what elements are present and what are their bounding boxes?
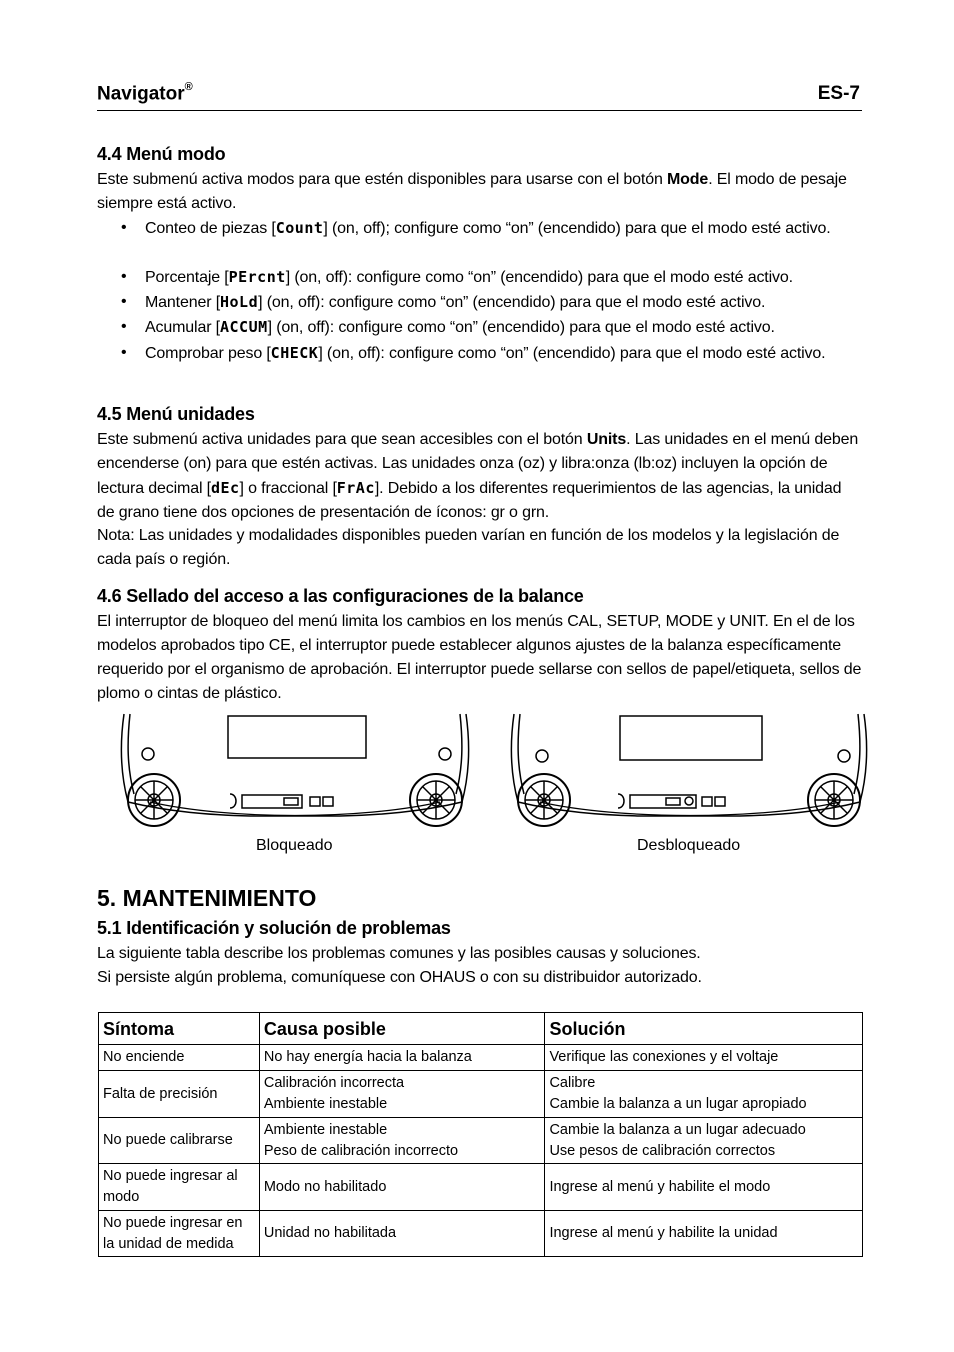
solution-cell: Calibre Cambie la balanza a un lugar apropiado <box>545 1071 863 1118</box>
col-header-symptom: Síntoma <box>99 1013 260 1045</box>
table-header-row <box>99 1013 863 1045</box>
section-4-4-heading: 4.4 Menú modo <box>97 144 226 164</box>
lcd-code: CHECK <box>270 344 319 362</box>
cause-cell: Calibración incorrecta Ambiente inestable <box>259 1071 545 1118</box>
solution-cell: Verifique las conexiones y el voltaje <box>545 1045 863 1071</box>
section-4-5-body: Este submenú activa unidades para que sean accesibles con el botón Units. Las unidades en el menú deben encenderse (on) para que estén activas. Las unidades onza (oz) y libra:onza (lb:oz) incluyen la opción de lectura decimal [dEc] o fraccional [FrAc]. Debido a los diferentes requerimientos de las agencias, la unidad de grano tiene dos opciones de presentación de íconos: gr o grn. <box>97 431 859 521</box>
section-4-6-body: El interruptor de bloqueo del menú limita los cambios en los menús CAL, SETUP, MODE y UNIT. En el de los modelos aprobados tipo CE, el interruptor puede establecer algunos ajustes de la balanza específicamente requerido por el organismo de aprobación. El interruptor puede sellarse con sellos de papel/etiqueta, sellos de plomo o cintas de plástico. <box>97 613 862 702</box>
col-header-solution: Solución <box>545 1013 863 1045</box>
troubleshooting-table <box>98 1012 863 1257</box>
list-item: • Mantener [HoLd] (on, off): configure como “on” (encendido) para que el modo esté activo. <box>121 293 766 311</box>
table-row <box>99 1118 863 1164</box>
table-row <box>99 1211 863 1257</box>
list-item: • Porcentaje [PErcnt] (on, off): configure como “on” (encendido) para que el modo esté activo. <box>121 268 793 286</box>
list-item: • Acumular [ACCUM] (on, off): configure como “on” (encendido) para que el modo esté activo. <box>121 318 775 336</box>
page-number: ES-7 <box>817 83 860 104</box>
locked-balance-illustration <box>110 712 480 832</box>
table-row <box>99 1045 863 1071</box>
section-5-heading: 5. MANTENIMIENTO <box>97 885 317 911</box>
symptom-cell: No puede ingresar al modo <box>99 1164 260 1211</box>
registered-mark: ® <box>184 81 193 93</box>
table-row <box>99 1164 863 1211</box>
lcd-code: Count <box>275 219 324 237</box>
symptom-cell: No puede calibrarse <box>99 1118 260 1164</box>
page-header <box>97 80 862 111</box>
cause-cell: Ambiente inestable Peso de calibración incorrecto <box>259 1118 545 1164</box>
lcd-code: HoLd <box>220 293 259 311</box>
cause-cell: Modo no habilitado <box>259 1164 545 1211</box>
col-header-cause: Causa posible <box>259 1013 545 1045</box>
symptom-cell: No puede ingresar en la unidad de medida <box>99 1211 260 1257</box>
cause-cell: Unidad no habilitada <box>259 1211 545 1257</box>
solution-cell: Ingrese al menú y habilite la unidad <box>545 1211 863 1257</box>
section-5-1-line-1: La siguiente tabla describe los problemas comunes y las posibles causas y soluciones. <box>97 945 701 962</box>
section-5-1-heading: 5.1 Identificación y solución de problemas <box>97 918 451 938</box>
symptom-cell: Falta de precisión <box>99 1071 260 1118</box>
symptom-cell: No enciende <box>99 1045 260 1071</box>
section-4-4-intro: Este submenú activa modos para que estén disponibles para usarse con el botón Mode. El modo de pesaje siempre está activo. <box>97 171 847 212</box>
section-4-5-heading: 4.5 Menú unidades <box>97 404 255 424</box>
solution-cell: Ingrese al menú y habilite el modo <box>545 1164 863 1211</box>
cause-cell: No hay energía hacia la balanza <box>259 1045 545 1071</box>
table-row <box>99 1071 863 1118</box>
figure-caption-locked: Bloqueado <box>256 837 333 854</box>
section-4-6-heading: 4.6 Sellado del acceso a las configuraciones de la balance <box>97 586 584 606</box>
figure-caption-unlocked: Desbloqueado <box>637 837 741 854</box>
lcd-code: PErcnt <box>228 268 286 286</box>
lcd-code: FrAc <box>336 479 375 497</box>
lcd-code: ACCUM <box>219 318 268 336</box>
lcd-code: dEc <box>210 479 240 497</box>
section-4-5-note: Nota: Las unidades y modalidades disponibles pueden varían en función de los modelos y la legislación de cada país o región. <box>97 527 840 568</box>
list-item: • Comprobar peso [CHECK] (on, off): configure como “on” (encendido) para que el modo esté activo. <box>121 344 826 362</box>
unlocked-balance-illustration <box>500 712 880 832</box>
solution-cell: Cambie la balanza a un lugar adecuado Use pesos de calibración correctos <box>545 1118 863 1164</box>
section-5-1-line-2: Si persiste algún problema, comuníquese con OHAUS o con su distribuidor autorizado. <box>97 969 702 986</box>
list-item: • Conteo de piezas [Count] (on, off); configure como “on” (encendido) para que el modo esté activo. <box>121 219 831 237</box>
header-title: Navigator® <box>97 81 193 105</box>
